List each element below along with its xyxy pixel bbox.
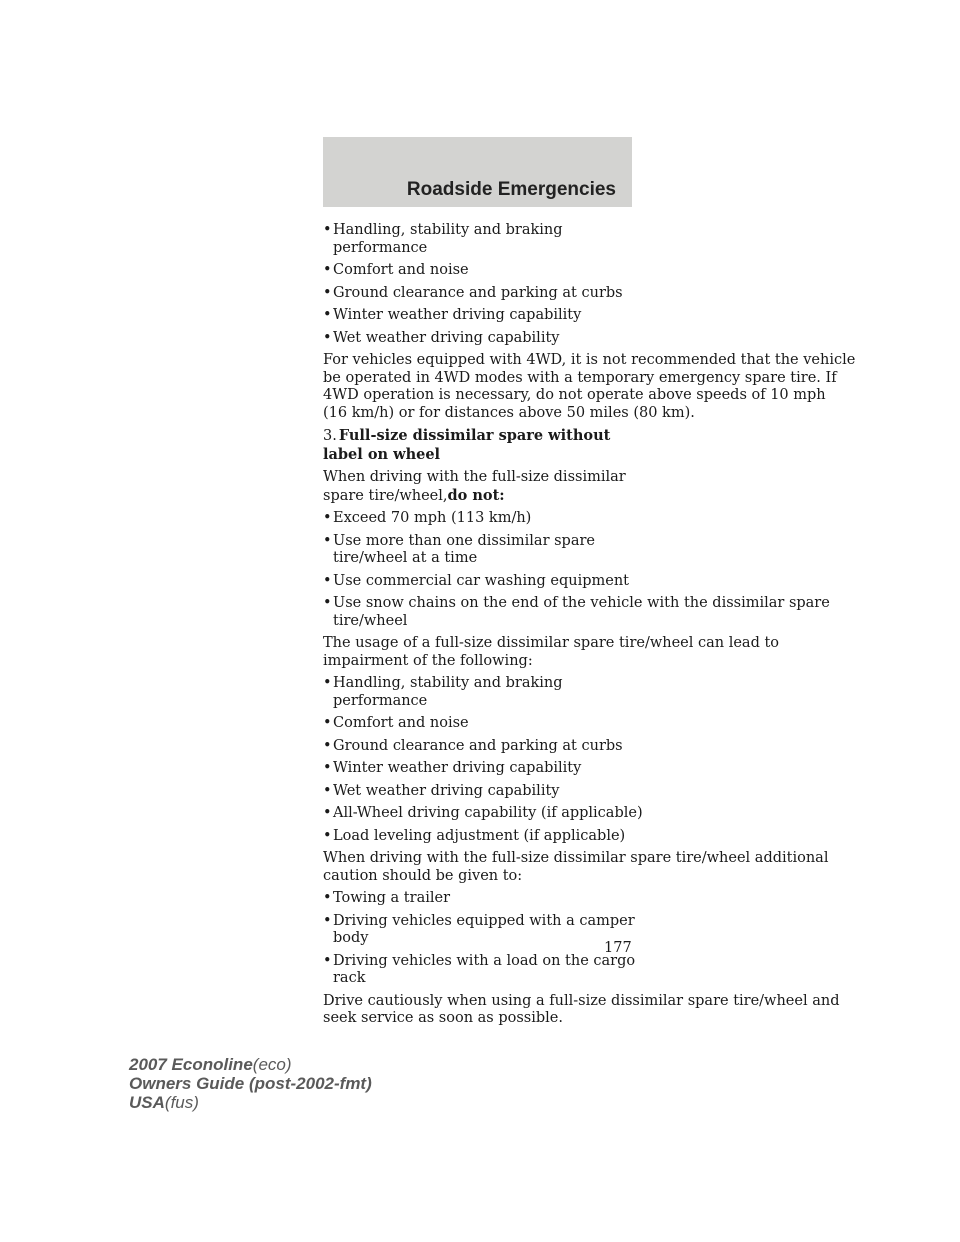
list-item: • Ground clearance and parking at curbs: [323, 284, 623, 301]
list-item: • Load leveling adjustment (if applicable): [323, 827, 626, 844]
bullet-list-impairments-full-size: [323, 675, 643, 845]
paragraph-additional-caution: When driving with the full-size dissimilar spare tire/wheel additional caution should be given to:: [323, 850, 829, 884]
list-item: • Use more than one dissimilar spare tire/wheel at a time: [323, 532, 595, 566]
bullet-icon: •: [323, 952, 332, 969]
section-number: 3.: [323, 428, 337, 444]
bullet-icon: •: [323, 222, 332, 238]
section-heading-text: Full-size dissimilar spare without label on wheel: [323, 427, 611, 463]
list-item: • Driving vehicles with a load on the cargo rack: [323, 952, 636, 986]
bullet-icon: •: [323, 782, 332, 799]
list-item: • Driving vehicles equipped with a camper body: [323, 912, 635, 946]
bullet-icon: •: [323, 715, 332, 731]
page-content: [323, 222, 856, 1033]
list-item: • Exceed 70 mph (113 km/h): [323, 510, 532, 526]
paragraph-4wd-warning: For vehicles equipped with 4WD, it is not recommended that the vehicle be operated in 4WD modes with a temporary emergency spare tire. If 4WD operation is necessary, do not operate above speeds of 10 mph (16 km/h) or for distances above 50 miles (80 km).: [323, 352, 856, 421]
bullet-icon: •: [323, 307, 332, 323]
list-item: • Comfort and noise: [323, 262, 469, 278]
list-item: • Use snow chains on the end of the vehicle with the dissimilar spare tire/wheel: [323, 595, 830, 629]
list-item: • Handling, stability and braking performance: [323, 222, 563, 256]
footer-line-model: 2007 Econoline(eco): [129, 1055, 292, 1074]
list-item: • Towing a trailer: [323, 890, 450, 906]
bullet-icon: •: [323, 760, 332, 776]
bullet-icon: •: [323, 532, 332, 549]
list-item: • Winter weather driving capability: [323, 760, 582, 776]
list-item: • Comfort and noise: [323, 715, 469, 731]
list-item: • Wet weather driving capability: [323, 329, 560, 346]
list-item: • Ground clearance and parking at curbs: [323, 737, 623, 754]
list-item: • Use commercial car washing equipment: [323, 572, 629, 589]
list-item: • Handling, stability and braking performance: [323, 675, 563, 709]
bullet-icon: •: [323, 262, 332, 278]
paragraph-do-not: When driving with the full-size dissimilar spare tire/wheel,do not:: [323, 469, 626, 504]
paragraph-impairment: The usage of a full-size dissimilar spare tire/wheel can lead to impairment of the following:: [323, 635, 780, 669]
bullet-icon: •: [323, 912, 332, 929]
bullet-icon: •: [323, 890, 332, 906]
page-number: 177: [604, 940, 632, 956]
bullet-icon: •: [323, 675, 332, 691]
list-item: • Winter weather driving capability: [323, 307, 582, 323]
bullet-icon: •: [323, 737, 332, 754]
bullet-icon: •: [323, 284, 332, 301]
bullet-icon: •: [323, 329, 332, 346]
bullet-list-do-not: [323, 510, 830, 630]
bullet-icon: •: [323, 510, 332, 526]
section-title: Roadside Emergencies: [406, 179, 616, 200]
section-header-band: [323, 137, 632, 207]
footer-line-guide: Owners Guide (post-2002-fmt): [129, 1074, 372, 1093]
document-footer: [129, 1055, 372, 1112]
paragraph-drive-cautiously: Drive cautiously when using a full-size dissimilar spare tire/wheel and seek service as soon as possible.: [323, 992, 840, 1026]
list-item: • Wet weather driving capability: [323, 782, 560, 799]
bullet-icon: •: [323, 805, 332, 821]
bullet-list-impairments-temporary: [323, 222, 643, 347]
bullet-list-caution: [323, 890, 643, 988]
bullet-icon: •: [323, 827, 332, 844]
footer-line-market: USA(fus): [129, 1093, 199, 1112]
bullet-icon: •: [323, 595, 332, 611]
section-heading-3: [323, 427, 643, 464]
list-item: • All-Wheel driving capability (if applicable): [323, 805, 643, 821]
bullet-icon: •: [323, 572, 332, 589]
